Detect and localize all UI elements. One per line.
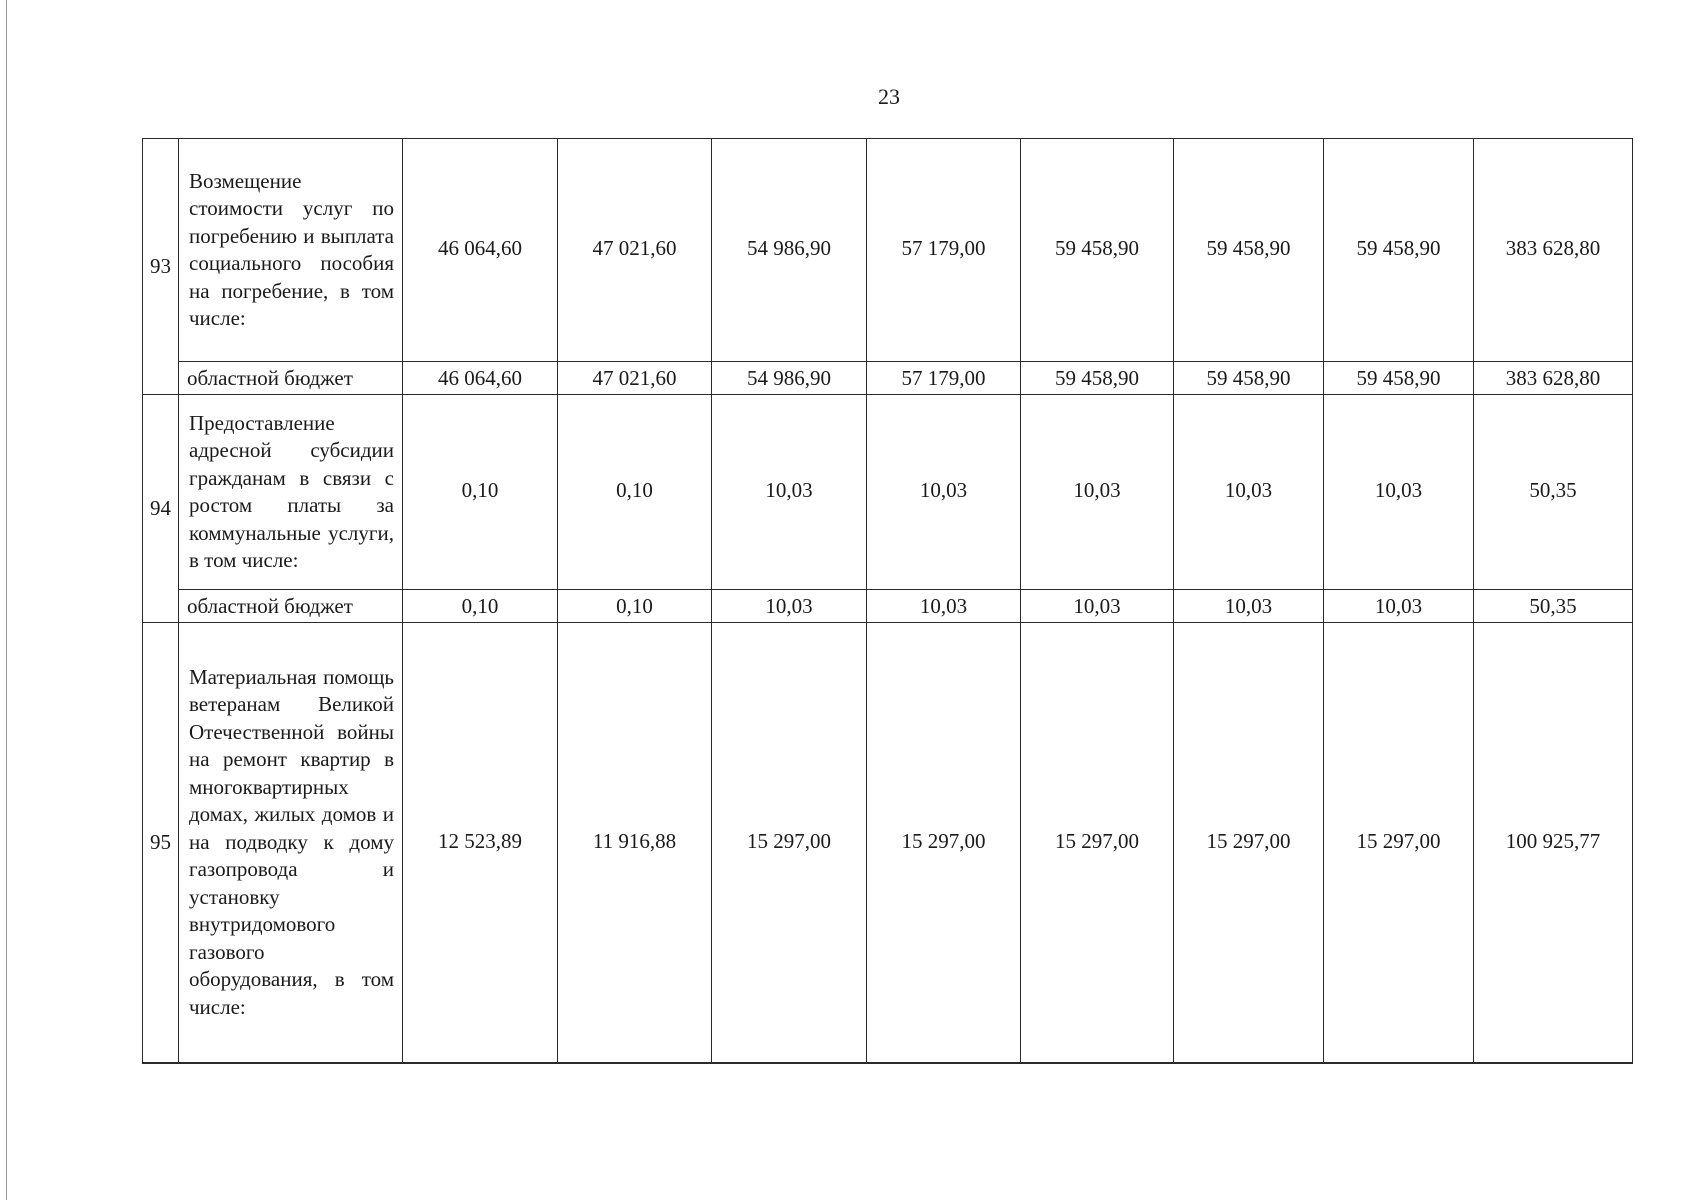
- total-cell: 383 628,80: [1474, 139, 1633, 362]
- value-cell: 59 458,90: [1021, 139, 1174, 362]
- row-number: 93: [143, 139, 179, 395]
- value-cell: 10,03: [1021, 395, 1174, 590]
- value-cell: 46 064,60: [403, 139, 558, 362]
- value-cell: 10,03: [1174, 395, 1324, 590]
- total-cell: 50,35: [1474, 395, 1633, 590]
- row-description: Предоставление адресной субсидии гражданам в связи с ростом платы за коммунальные услуги, в том числе:: [179, 395, 403, 590]
- subrow-label: областной бюджет: [179, 590, 403, 623]
- value-cell: 10,03: [1021, 590, 1174, 623]
- value-cell: 0,10: [558, 590, 712, 623]
- value-cell: 0,10: [558, 395, 712, 590]
- value-cell: 15 297,00: [712, 623, 867, 1064]
- table-subrow: [143, 590, 1633, 623]
- value-cell: 10,03: [867, 590, 1021, 623]
- value-cell: 47 021,60: [558, 139, 712, 362]
- value-cell: 10,03: [712, 590, 867, 623]
- value-cell: 46 064,60: [403, 362, 558, 395]
- subrow-label: областной бюджет: [179, 362, 403, 395]
- value-cell: 10,03: [1324, 590, 1474, 623]
- total-cell: 100 925,77: [1474, 623, 1633, 1064]
- table-row: [143, 395, 1633, 590]
- row-description: Возмещение стоимости услуг по погребению и выплата социального пособия на погребение, в том числе:: [179, 139, 403, 362]
- value-cell: 0,10: [403, 395, 558, 590]
- total-cell: 383 628,80: [1474, 362, 1633, 395]
- row-number: 95: [143, 623, 179, 1064]
- value-cell: 59 458,90: [1324, 139, 1474, 362]
- value-cell: 15 297,00: [1174, 623, 1324, 1064]
- table-subrow: [143, 362, 1633, 395]
- value-cell: 0,10: [403, 590, 558, 623]
- value-cell: 47 021,60: [558, 362, 712, 395]
- value-cell: 59 458,90: [1324, 362, 1474, 395]
- scan-edge-line: [6, 0, 7, 1200]
- value-cell: 15 297,00: [1324, 623, 1474, 1064]
- value-cell: 10,03: [1324, 395, 1474, 590]
- value-cell: 15 297,00: [867, 623, 1021, 1064]
- total-cell: 50,35: [1474, 590, 1633, 623]
- budget-table: [142, 138, 1633, 1064]
- value-cell: 10,03: [867, 395, 1021, 590]
- value-cell: 59 458,90: [1021, 362, 1174, 395]
- value-cell: 12 523,89: [403, 623, 558, 1064]
- page-number: 23: [878, 84, 900, 109]
- value-cell: 10,03: [712, 395, 867, 590]
- row-description: Материальная помощь ветеранам Великой Отечественной войны на ремонт квартир в многоквартирных домах, жилых домов и на подводку к дому газопровода и установку внутридомового газового оборудования, в том числе:: [179, 623, 403, 1064]
- value-cell: 59 458,90: [1174, 362, 1324, 395]
- value-cell: 11 916,88: [558, 623, 712, 1064]
- row-number: 94: [143, 395, 179, 623]
- value-cell: 10,03: [1174, 590, 1324, 623]
- table-row: [143, 139, 1633, 362]
- value-cell: 54 986,90: [712, 362, 867, 395]
- table-row: [143, 623, 1633, 1064]
- value-cell: 15 297,00: [1021, 623, 1174, 1064]
- value-cell: 59 458,90: [1174, 139, 1324, 362]
- value-cell: 57 179,00: [867, 362, 1021, 395]
- value-cell: 54 986,90: [712, 139, 867, 362]
- value-cell: 57 179,00: [867, 139, 1021, 362]
